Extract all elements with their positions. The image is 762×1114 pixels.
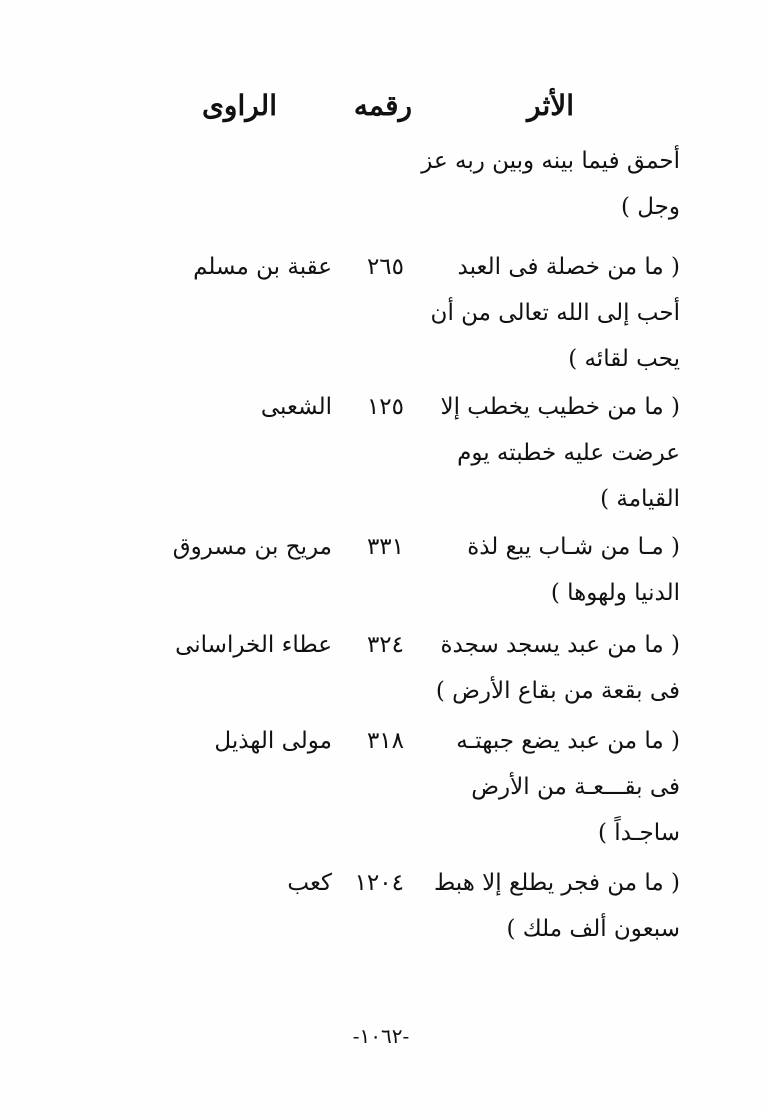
athar-line: ( ما من خطيب يخطب إلا xyxy=(440,394,680,420)
entry-number: ١٢٥ xyxy=(366,394,404,420)
entry-number: ٣٢٤ xyxy=(366,632,404,658)
athar-text xyxy=(430,860,680,952)
page-number: -١٠٦٢- xyxy=(352,1024,410,1048)
entry-narrator: مولى الهذيل xyxy=(214,728,332,754)
entry-narrator: مريح بن مسروق xyxy=(172,534,332,560)
athar-line: ( مـا من شـاب يبع لذة xyxy=(467,534,680,560)
entry-number: ٣٣١ xyxy=(366,534,404,560)
athar-line: يحب لقائه ) xyxy=(568,346,680,372)
entry-narrator: كعب xyxy=(287,870,332,896)
athar-line: ( ما من عبد يسجد سجدة xyxy=(440,632,680,658)
athar-line: وجل ) xyxy=(620,194,680,220)
athar-text xyxy=(430,244,680,382)
athar-line: أحمق فيما بينه وبين ربه عز xyxy=(421,148,680,174)
athar-line: ( ما من فجر يطلع إلا هبط xyxy=(433,870,680,896)
entry-narrator: عطاء الخراسانى xyxy=(175,632,332,658)
athar-line: القيامة ) xyxy=(600,486,680,512)
entry-number: ٢٦٥ xyxy=(366,254,404,280)
athar-text xyxy=(430,622,680,714)
athar-line: فى بقـــعـة من الأرض xyxy=(471,774,680,800)
athar-line: ( ما من خصلة فى العبد xyxy=(457,254,680,280)
entry-number: ١٢٠٤ xyxy=(354,870,404,896)
column-header-athar: الأثر xyxy=(527,89,574,122)
athar-text xyxy=(421,138,680,230)
column-header-narrator: الراوى xyxy=(202,89,277,122)
athar-text xyxy=(430,718,680,856)
entry-narrator: عقبة بن مسلم xyxy=(193,254,332,280)
athar-line: أحب إلى الله تعالى من أن xyxy=(430,300,680,326)
entry-number: ٣١٨ xyxy=(366,728,404,754)
athar-line: ساجـداً ) xyxy=(598,820,680,846)
athar-line: عرضت عليه خطبته يوم xyxy=(457,440,680,466)
athar-line: الدنيا ولهوها ) xyxy=(550,580,680,606)
athar-text xyxy=(430,384,680,522)
column-header-number: رقمه xyxy=(353,89,412,122)
athar-line: فى بقعة من بقاع الأرض ) xyxy=(435,678,680,704)
athar-text xyxy=(430,524,680,616)
athar-line: سبعون ألف ملك ) xyxy=(506,916,680,942)
entry-narrator: الشعبى xyxy=(260,394,332,420)
athar-line: ( ما من عبد يضع جبهتـه xyxy=(456,728,680,754)
